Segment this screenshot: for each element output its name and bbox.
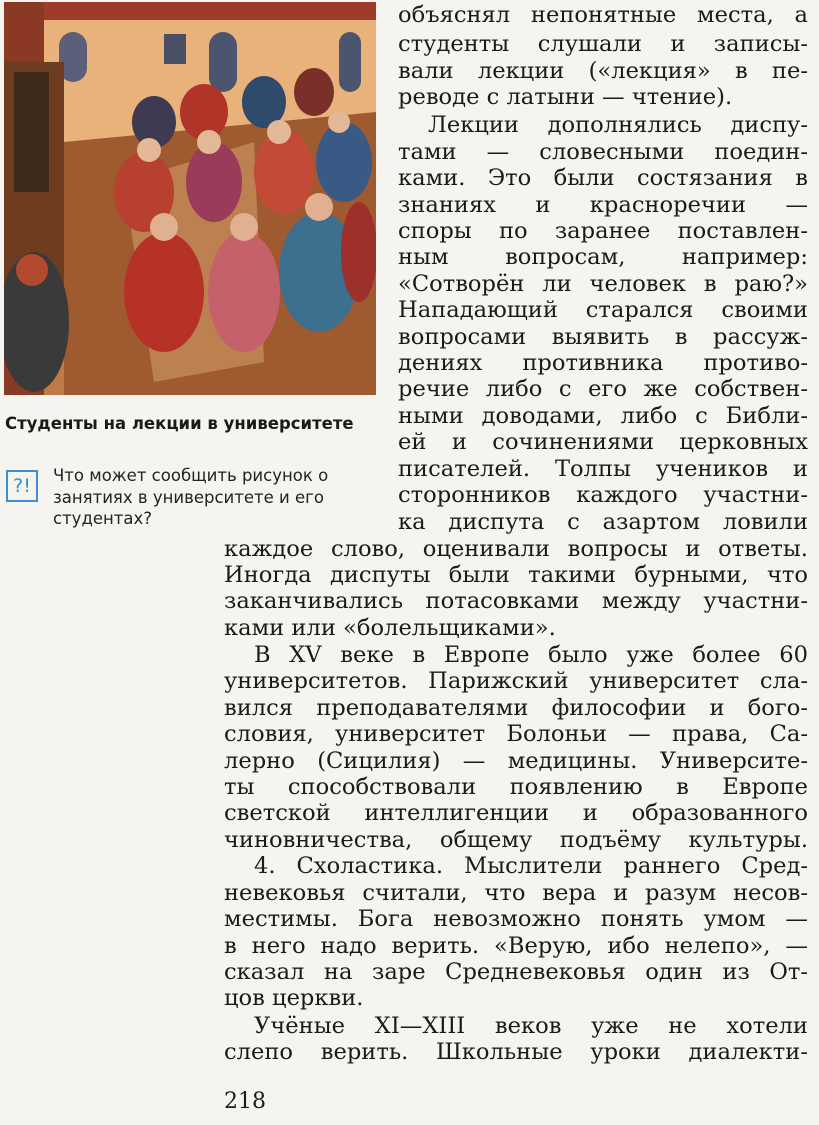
text-line: ками или «болельщиками». <box>224 615 556 641</box>
text-line: сказал на заре Средневековья один из От- <box>224 959 808 985</box>
text-line: объяснял непонятные места, а <box>398 2 808 28</box>
text-line: Нападающий старался своими <box>398 297 808 323</box>
text-line: светской интеллигенции и образованного <box>224 800 808 826</box>
page-number: 218 <box>224 1089 266 1114</box>
text-line: тами — словесными поедин- <box>398 139 808 165</box>
text-line: споры по заранее поставлен- <box>398 218 808 244</box>
text-line: знаниях и красноречии — <box>398 192 808 218</box>
text-line: речие либо с его же собствен- <box>398 376 808 402</box>
figure-question: Что может сообщить рисунок о занятиях в университете и его студентах? <box>53 466 329 528</box>
text-line: ным вопросам, например: <box>398 244 808 270</box>
text-line: вали лекции («лекция» в пе- <box>398 58 808 84</box>
text-line: лерно (Сицилия) — медицины. Университе- <box>224 748 808 774</box>
text-line: невековья считали, что вера и разум несов- <box>224 880 808 906</box>
text-line: местимы. Бога невозможно понять умом — <box>224 906 808 932</box>
text-line: Лекции дополнялись диспу- <box>428 112 808 138</box>
text-line: дениях противника противо- <box>398 350 808 376</box>
text-line: ей и сочинениями церковных <box>398 429 808 455</box>
text-line: заканчивались потасовками между участни- <box>224 588 808 614</box>
text-line: цов церкви. <box>224 985 364 1011</box>
text-line: Учёные XI—XIII веков уже не хотели <box>254 1013 808 1039</box>
text-line: студенты слушали и записы- <box>398 31 808 57</box>
text-line: ка диспута с азартом ловили <box>398 509 808 535</box>
text-line: ты способствовали появлению в Европе <box>224 774 808 800</box>
section-heading-line: 4. Схоластика. Мыслители раннего Сред- <box>254 853 808 879</box>
text-line: каждое слово, оценивали вопросы и ответы. <box>224 536 808 562</box>
text-line: Иногда диспуты были такими бурными, что <box>224 562 808 588</box>
text-line: чиновничества, общему подъёму культуры. <box>224 827 808 853</box>
text-line: реводе с латыни — чтение). <box>398 84 733 110</box>
text-line: вопросами выявить в рассуж- <box>398 324 808 350</box>
text-line: «Сотворён ли человек в раю?» <box>398 271 808 297</box>
text-line: слепо верить. Школьные уроки диалекти- <box>224 1039 808 1065</box>
text-line: ками. Это были состязания в <box>398 165 808 191</box>
text-line: ными доводами, либо с Библи- <box>398 403 808 429</box>
figure-caption: Студенты на лекции в университете <box>5 414 354 433</box>
text-line: словия, университет Болоньи — права, Са- <box>224 721 808 747</box>
lecture-illustration <box>4 2 376 395</box>
text-line: писателей. Толпы учеников и <box>398 456 808 482</box>
question-icon: ?! <box>6 470 38 502</box>
text-line: в него надо верить. «Верую, ибо нелепо», — <box>224 933 808 959</box>
text-line: университетов. Парижский университет сла- <box>224 668 808 694</box>
text-line: В XV веке в Европе было уже более 60 <box>254 642 808 668</box>
text-line: сторонников каждого участни- <box>398 482 808 508</box>
text-line: вился преподавателями философии и бого- <box>224 695 808 721</box>
